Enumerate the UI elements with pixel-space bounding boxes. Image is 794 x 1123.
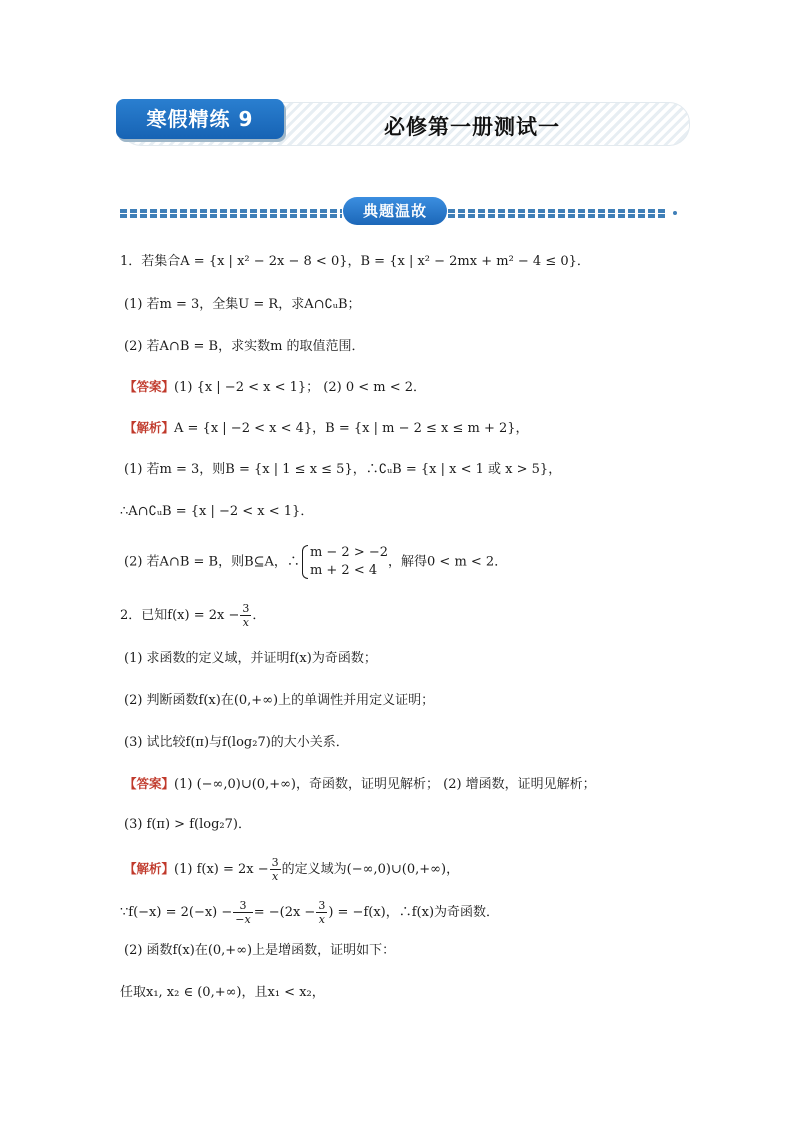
question-1-answer	[124, 378, 426, 397]
analysis-monotonic: (2) 函数f(x)在(0,+∞)上是增函数，证明如下：	[124, 943, 396, 958]
odd-proof-end: ) = −f(x)，∴f(x)为奇函数．	[328, 905, 500, 920]
answer-text: (1) (−∞,0)∪(0,+∞)，奇函数，证明见解析； (2) 增函数，证明见解析；	[174, 777, 596, 792]
analysis-take-x1-x2: 任取x₁, x₂ ∈ (0,+∞)，且x₁ < x₂，	[120, 985, 325, 1000]
fraction-denominator: x	[242, 616, 249, 629]
question-2-part-2: (2) 判断函数f(x)在(0,+∞)上的单调性并用定义证明；	[124, 693, 435, 708]
fraction-3-over-neg-x	[233, 899, 252, 926]
answer-tag: 【答案】	[124, 776, 175, 791]
divider-right-line	[448, 209, 668, 213]
analysis-odd-proof	[120, 899, 499, 926]
divider-left-line-2	[120, 214, 342, 218]
analysis-line-2: ∴A∩∁ᵤB = {x | −2 < x < 1}．	[120, 504, 314, 519]
divider-end-dot	[673, 211, 677, 215]
system-row-1: m − 2 > −2	[309, 545, 389, 560]
fraction-numerator: 3	[271, 856, 279, 869]
analysis-domain: 的定义域为(−∞,0)∪(0,+∞)，	[281, 862, 460, 877]
question-1-part-2: (2) 若A∩B = B，求实数m 的取值范围．	[124, 339, 365, 354]
inequality-system	[300, 544, 388, 580]
analysis-text: A = {x | −2 < x < 4}，B = {x | m − 2 ≤ x ≤ m + 2}，	[174, 421, 529, 436]
question-2-answer-part-3: (3) f(π) > f(log₂7)．	[124, 817, 251, 832]
answer-tag: 【答案】	[124, 379, 175, 394]
question-2-part-1: (1) 求函数的定义域，并证明f(x)为奇函数；	[124, 651, 377, 666]
odd-proof-middle: = −(2x −	[253, 905, 316, 920]
fraction-denominator: x	[272, 870, 279, 883]
analysis-line-3-start: (2) 若A∩B = B，则B⊆A，∴	[124, 554, 300, 570]
question-2-text: 2．已知f(x) = 2x −	[120, 608, 240, 623]
fraction-numerator: 3	[318, 899, 326, 912]
divider-left-line	[120, 209, 342, 213]
answer-text: (1) {x | −2 < x < 1}； (2) 0 < m < 2．	[174, 380, 427, 395]
section-label: 典题温故	[343, 197, 447, 225]
question-2-answer	[124, 775, 596, 794]
analysis-line-3-end: ，解得0 < m < 2．	[388, 554, 508, 570]
analysis-tag: 【解析】	[124, 420, 175, 435]
analysis-tag: 【解析】	[124, 861, 175, 876]
divider-right-line-2	[448, 214, 668, 218]
odd-proof-start: ∵f(−x) = 2(−x) −	[120, 905, 233, 920]
question-2-part-3: (3) 试比较f(π)与f(log₂7)的大小关系．	[124, 735, 349, 750]
fraction-denominator: x	[318, 913, 325, 926]
fraction-3-over-x	[240, 602, 251, 629]
question-1: 1．若集合A = {x | x² − 2x − 8 < 0}，B = {x | x² − 2mx + m² − 4 ≤ 0}．	[120, 254, 590, 269]
question-1-part-1: (1) 若m = 3，全集U = R，求A∩∁ᵤB；	[124, 297, 361, 312]
question-1-analysis	[124, 419, 529, 438]
fraction-3-over-x	[316, 899, 327, 926]
fraction-denominator: −x	[235, 913, 251, 926]
analysis-start: (1) f(x) = 2x −	[174, 862, 269, 877]
system-row-2: m + 2 < 4	[309, 563, 378, 578]
fraction-3-over-x	[270, 856, 281, 883]
question-2-end: ．	[252, 608, 266, 623]
fraction-numerator: 3	[233, 899, 252, 913]
exercise-badge: 寒假精练 9	[116, 99, 284, 139]
question-2	[120, 602, 265, 629]
fraction-numerator: 3	[242, 602, 250, 615]
question-2-analysis	[124, 856, 459, 883]
page-title: 必修第一册测试一	[384, 115, 560, 139]
analysis-line-1: (1) 若m = 3，则B = {x | 1 ≤ x ≤ 5}，∴∁ᵤB = {x | x < 1 或 x > 5}，	[124, 462, 562, 477]
analysis-line-3	[124, 544, 507, 580]
